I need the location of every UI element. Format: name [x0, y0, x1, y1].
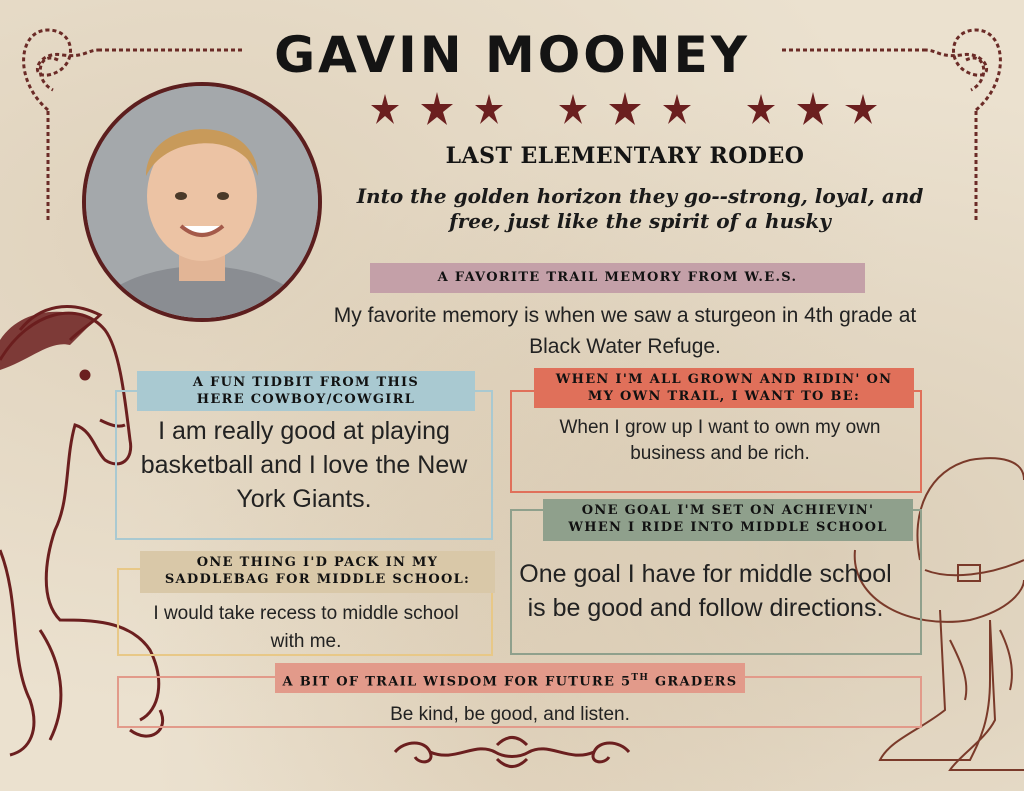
grown-up-text: When I grow up I want to own my own business and be rich. — [559, 417, 881, 464]
star-icon — [559, 94, 587, 124]
tagline: Into the golden horizon they go--strong, loyal, and free, just like the spirit of a husky — [356, 184, 924, 233]
wisdom-heading: A BIT OF TRAIL WISDOM FOR FUTURE 5TH GRADERS — [275, 663, 745, 693]
star-icon — [609, 92, 641, 125]
tidbit-text: I am really good at playing basketball and I love the New York Giants. — [140, 417, 468, 513]
memory-text: My favorite memory is when we saw a sturgeon in 4th grade at Black Water Refuge. — [333, 304, 917, 358]
scroll-flourish-icon — [385, 735, 639, 769]
student-photo — [82, 82, 322, 322]
star-icon — [663, 94, 691, 124]
stars-row — [365, 90, 885, 130]
grown-up-heading: WHEN I'M ALL GROWN AND RIDIN' ON MY OWN TRAIL, I WANT TO BE: — [534, 368, 914, 408]
subtitle: LAST ELEMENTARY RODEO — [445, 143, 805, 169]
star-icon — [421, 92, 453, 125]
star-icon — [371, 94, 399, 124]
star-icon — [747, 94, 775, 124]
star-icon — [845, 94, 877, 124]
student-name-title: GAVIN MOONEY — [274, 26, 750, 84]
goal-heading: ONE GOAL I'M SET ON ACHIEVIN' WHEN I RIDE INTO MIDDLE SCHOOL — [543, 499, 913, 541]
wisdom-text: Be kind, be good, and listen. — [390, 704, 630, 725]
goal-text: One goal I have for middle school is be good and follow directions. — [519, 560, 892, 622]
tidbit-heading: A FUN TIDBIT FROM THIS HERE COWBOY/COWGIRL — [137, 371, 475, 411]
saddlebag-heading: ONE THING I'D PACK IN MY SADDLEBAG FOR MIDDLE SCHOOL: — [140, 551, 495, 593]
star-icon — [797, 92, 829, 125]
saddlebag-text: I would take recess to middle school with me. — [153, 603, 459, 652]
star-icon — [475, 94, 503, 124]
memory-heading: A FAVORITE TRAIL MEMORY FROM W.E.S. — [370, 263, 865, 293]
